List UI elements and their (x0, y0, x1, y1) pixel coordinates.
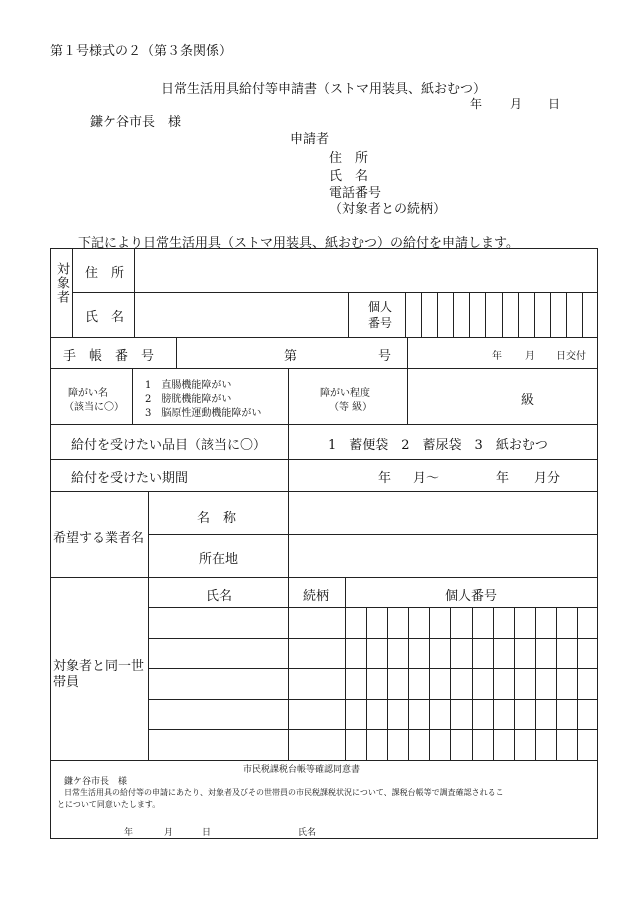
disability-label-line1: 障がい名 (68, 388, 108, 399)
consent-name-label: 氏名 (298, 828, 317, 838)
consent-addressee: 鎌ケ谷市長 様 (64, 777, 128, 787)
period-to-month: 月分 (534, 471, 561, 486)
digit-cell-divider (582, 292, 583, 337)
applicant-name-label: 氏 名 (329, 169, 369, 184)
consent-text-line1: 日常生活用具の給付等の申請にあたり、対象者及びその世帯員の市民税課税状況について、課税台帳等で調査確認されるこ (64, 788, 504, 797)
subject-id-label-line2: 番号 (368, 316, 393, 330)
digit-cell-divider (366, 607, 367, 760)
period-from-year: 年 (378, 471, 392, 486)
applicant-phone-label: 電話番号 (329, 186, 382, 201)
consent-year-label: 年 (124, 828, 134, 838)
household-member-relation-field[interactable] (289, 730, 344, 759)
consent-title: 市民税課税台帳等確認同意書 (243, 765, 361, 775)
digit-cell-divider (450, 607, 451, 760)
vendor-location-label: 所在地 (199, 552, 239, 567)
household-member-name-field[interactable] (149, 730, 287, 759)
digit-cell-divider (550, 292, 551, 337)
digit-cell-divider (453, 292, 454, 337)
notebook-go: 号 (378, 349, 392, 364)
period-to-year: 年 (496, 471, 510, 486)
household-label-line2: 帯員 (53, 675, 80, 690)
digit-cell-divider (429, 607, 430, 760)
digit-cell-divider (502, 292, 503, 337)
digit-cell-divider (472, 607, 473, 760)
digit-cell-divider (518, 292, 519, 337)
vendor-label: 希望する業者名 (53, 531, 145, 546)
disability-degree-line2: （等 級） (329, 402, 373, 413)
household-member-relation-field[interactable] (289, 700, 344, 729)
digit-cell-divider (556, 607, 557, 760)
disability-grade-label: 級 (521, 393, 535, 408)
vendor-name-field[interactable] (289, 492, 597, 534)
disability-label-line2: （該当に〇） (64, 402, 124, 413)
household-label-line1: 対象者と同一世 (53, 659, 145, 674)
items-options[interactable]: 1 蓄便袋 2 蓄尿袋 3 紙おむつ (328, 438, 548, 453)
vendor-location-field[interactable] (289, 535, 597, 577)
notebook-dai: 第 (284, 349, 298, 364)
items-label: 給付を受けたい品目（該当に〇） (71, 438, 267, 453)
household-col-id: 個人番号 (445, 589, 498, 604)
digit-cell-divider (408, 607, 409, 760)
disability-option-3[interactable]: 3 脳原性運動機能障がい (145, 408, 262, 419)
subject-name-label: 氏 名 (85, 310, 125, 325)
subject-address-field[interactable] (135, 249, 597, 292)
digit-cell-divider (577, 607, 578, 760)
disability-option-2[interactable]: 2 膀胱機能障がい (145, 394, 232, 405)
digit-cell-divider (437, 292, 438, 337)
subject-label: 対象者 (54, 262, 69, 304)
form-title: 日常生活用具給付等申請書（ストマ用装具、紙おむつ） (161, 82, 487, 97)
intro-text: 下記により日常生活用具（ストマ用装具、紙おむつ）の給付を申請します。 (78, 236, 519, 251)
digit-cell-divider (387, 607, 388, 760)
notebook-year-label: 年 (492, 351, 502, 362)
household-member-name-field[interactable] (149, 669, 287, 698)
digit-cell-divider (469, 292, 470, 337)
applicant-relation-label: （対象者との続柄） (329, 202, 447, 217)
household-member-name-field[interactable] (149, 700, 287, 729)
date-year-label: 年 (470, 97, 483, 111)
period-from-month: 月〜 (413, 471, 440, 486)
applicant-label: 申請者 (290, 132, 330, 147)
notebook-label: 手 帳 番 号 (63, 349, 155, 364)
notebook-number-field[interactable] (300, 338, 372, 367)
applicant-address-label: 住 所 (329, 151, 369, 166)
household-member-relation-field[interactable] (289, 669, 344, 698)
household-member-relation-field[interactable] (289, 639, 344, 668)
period-label: 給付を受けたい期間 (71, 471, 189, 486)
consent-month-label: 月 (164, 828, 174, 838)
digit-cell-divider (566, 292, 567, 337)
digit-cell-divider (535, 607, 536, 760)
disability-option-1[interactable]: 1 直腸機能障がい (145, 380, 232, 391)
consent-text-line2: とについて同意いたします。 (57, 800, 161, 809)
form-number: 第１号様式の２（第３条関係） (50, 44, 233, 59)
household-col-relation: 続柄 (303, 589, 330, 604)
digit-cell-divider (514, 607, 515, 760)
vendor-name-label: 名 称 (197, 511, 237, 526)
household-member-name-field[interactable] (149, 608, 287, 637)
household-member-name-field[interactable] (149, 639, 287, 668)
subject-address-label: 住 所 (85, 266, 125, 281)
household-member-relation-field[interactable] (289, 608, 344, 637)
digit-cell-divider (493, 607, 494, 760)
date-day-label: 日 (548, 97, 561, 111)
digit-cell-divider (485, 292, 486, 337)
subject-name-field[interactable] (135, 293, 347, 336)
subject-id-label-line1: 個人 (368, 300, 393, 314)
digit-cell-divider (534, 292, 535, 337)
date-month-label: 月 (510, 97, 523, 111)
addressee: 鎌ケ谷市長 様 (90, 115, 182, 130)
consent-day-label: 日 (202, 828, 212, 838)
household-col-name: 氏名 (206, 589, 233, 604)
disability-degree-line1: 障がい程度 (320, 388, 370, 399)
notebook-month-label: 月 (525, 351, 535, 362)
notebook-issue-label: 日交付 (556, 351, 586, 362)
digit-cell-divider (421, 292, 422, 337)
consent-signature-field[interactable] (320, 818, 590, 836)
